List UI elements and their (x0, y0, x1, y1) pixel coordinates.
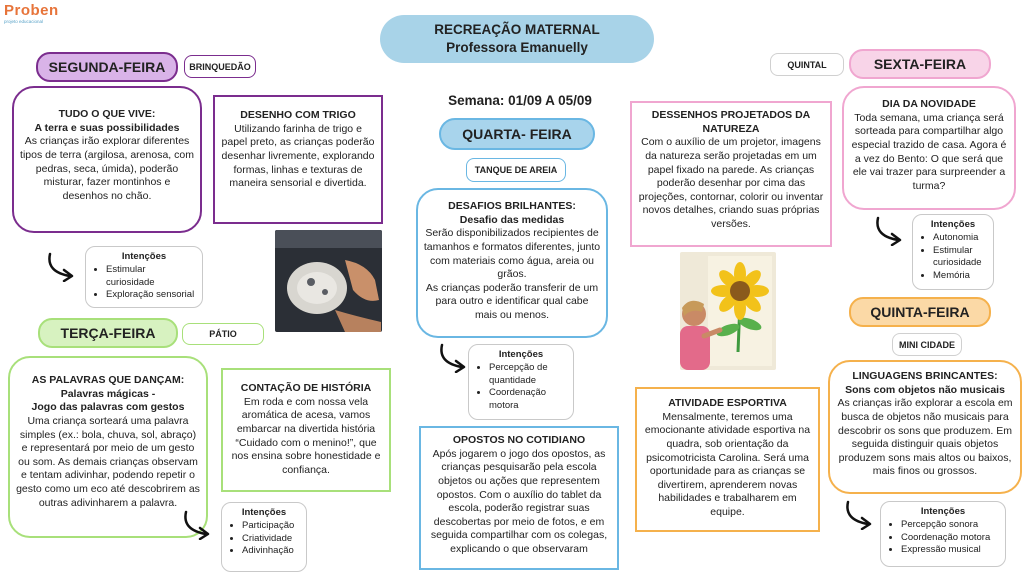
intentions-heading: Intenções (241, 507, 287, 518)
intention-item: • Autonomia (933, 232, 987, 245)
location-tag-wednesday: TANQUE DE AREIA (466, 158, 566, 182)
intentions-box-monday (85, 246, 203, 308)
header-title: RECREAÇÃO MATERNAL (434, 22, 600, 37)
card-subtitle: Palavras mágicas - (60, 387, 156, 400)
card-title: AS PALAVRAS QUE DANÇAM: (31, 374, 185, 386)
arrow-icon (872, 216, 906, 246)
day-pill-thursday: QUINTA-FEIRA (849, 297, 991, 327)
card-body: Serão disponibilizados recipientes de tamanhos e formatos diferentes, junto com materiais como água, areia ou grãos. (423, 227, 601, 281)
card-body: Toda semana, uma criança será sorteada para compartilhar algo especial trazido de casa. Agora é a vez do Bento: O que será que ele vai trazer para surpreender a turma? (851, 111, 1007, 192)
location-tag-tuesday: PÁTIO (182, 323, 264, 345)
arrow-icon (180, 510, 214, 540)
logo-text: Proben (4, 2, 59, 19)
intentions-heading: Intenções (121, 251, 167, 262)
card-subtitle: Sons com objetos não musicais (845, 383, 1005, 396)
card-body: As crianças irão explorar a escola em busca de objetos não musicais para descobrir os sons que produzem. Em seguida distinguir quais objetos produzem sons mais altos ou baixos, mais finos ou grossos. (837, 397, 1013, 478)
card-title: DESENHO COM TRIGO (240, 109, 356, 121)
logo (4, 3, 60, 29)
intention-item: • Adivinhação (242, 545, 300, 558)
day-pill-tuesday: TERÇA-FEIRA (38, 318, 178, 348)
location-tag-monday: BRINQUEDÃO (184, 55, 256, 78)
intention-item: • Estimular curiosidade (106, 264, 196, 290)
intention-item: • Memória (933, 270, 987, 283)
card-body: Mensalmente, teremos uma emocionante atividade esportiva na quadra, sob orientação da psicomotricista Carolina. Será uma oportunidade para as crianças se divertirem, aprenderem novas habilidades e trabalharem em equipe. (644, 410, 811, 519)
card-body: Após jogarem o jogo dos opostos, as crianças pesquisarão pela escola objetos ou ações que representem opostos. Com o auxílio do tablet da escola, poderão registrar suas descobertas por meio de fotos, e em seguida compartilhar com os colegas, explicando o que observaram (430, 447, 608, 556)
card-title: TUDO O QUE VIVE: (58, 108, 156, 120)
card-title: LINGUAGENS BRINCANTES: (852, 370, 998, 382)
intention-item: • Exploração sensorial (106, 289, 196, 302)
header-banner (380, 15, 654, 63)
intention-item: • Percepção de quantidade (489, 362, 567, 388)
card-body: Com o auxílio de um projetor, imagens da natureza serão projetadas em um papel fixado na parede. As crianças poderão desenhar por cima das projeções, contornar, colorir ou inventar novos detalhes, criando suas próprias versões. (638, 136, 824, 231)
activity-card-monday-2 (213, 95, 383, 224)
intentions-heading: Intenções (920, 506, 966, 517)
intention-item: • Coordenação motora (901, 532, 999, 545)
intentions-box-wednesday (468, 344, 574, 420)
sunflower-drawing-photo (680, 252, 776, 370)
activity-card-friday-2 (630, 101, 832, 247)
arrow-icon (842, 500, 876, 530)
intention-item: • Criatividade (242, 533, 300, 546)
activity-card-thursday-2 (635, 387, 820, 532)
card-title: OPOSTOS NO COTIDIANO (452, 434, 586, 446)
card-subtitle: Desafio das medidas (459, 213, 565, 226)
intentions-box-friday (912, 214, 994, 290)
intentions-box-thursday (880, 501, 1006, 567)
card-title: DESSENHOS PROJETADOS DA NATUREZA (651, 109, 811, 135)
intentions-heading: Intenções (498, 349, 544, 360)
card-title: DIA DA NOVIDADE (882, 98, 976, 110)
card-subtitle-2: Jogo das palavras com gestos (31, 401, 185, 414)
week-label: Semana: 01/09 A 05/09 (448, 93, 592, 108)
card-body-2: As crianças poderão transferir de um para outro e identificar qual cabe mais ou menos. (425, 281, 599, 322)
card-body: Utilizando farinha de trigo e papel preto, as crianças poderão desenhar livremente, explorando formas, linhas e texturas de maneira sensorial e divertida. (221, 122, 375, 190)
card-body: As crianças irão explorar diferentes tipos de terra (argilosa, arenosa, com pedras, seca, úmida), poderão misturar, fazer montinhos e desenhos no chão. (20, 135, 194, 202)
location-tag-friday: QUINTAL (770, 53, 844, 76)
header-teacher: Professora Emanuelly (446, 40, 588, 55)
intention-item: • Estimular curiosidade (933, 245, 987, 271)
activity-card-wednesday-1 (416, 188, 608, 338)
activity-card-thursday-1 (828, 360, 1022, 494)
activity-card-tuesday-1 (8, 356, 208, 538)
intention-item: • Percepção sonora (901, 519, 999, 532)
card-title: DESAFIOS BRILHANTES: (448, 200, 576, 212)
intentions-heading: Intenções (930, 219, 976, 230)
intentions-box-tuesday (221, 502, 307, 572)
intention-item: • Expressão musical (901, 544, 999, 557)
card-body: Em roda e com nossa vela aromática de acesa, vamos embarcar na divertida história “Cuidado com o menino!”, que nos ensina sobre honestidade e confiança. (231, 395, 381, 476)
activity-card-wednesday-2 (419, 426, 619, 570)
day-pill-friday: SEXTA-FEIRA (849, 49, 991, 79)
activity-card-monday-1 (12, 86, 202, 233)
activity-card-friday-1 (842, 86, 1016, 210)
location-tag-thursday: MINI CIDADE (892, 333, 962, 356)
arrow-icon (436, 343, 470, 373)
card-title: CONTAÇÃO DE HISTÓRIA (240, 382, 372, 394)
intention-item: • Participação (242, 520, 300, 533)
day-pill-monday: SEGUNDA-FEIRA (36, 52, 178, 82)
card-subtitle: A terra e suas possibilidades (34, 121, 180, 134)
intention-item: • Coordenação motora (489, 387, 567, 413)
card-title: ATIVIDADE ESPORTIVA (668, 397, 787, 409)
flour-drawing-photo (275, 230, 382, 332)
arrow-icon (44, 252, 78, 282)
logo-tagline: projeto educacional (4, 19, 44, 24)
card-body: Uma criança sorteará uma palavra simples (ex.: bola, chuva, sol, abraço) e representará por meio de um gesto ou som. As demais crianças observam e tentam adivinhar, podendo repetir o gesto como um eco até descobrirem as outras adivinharem a palavra. (16, 414, 200, 509)
activity-card-tuesday-2 (221, 368, 391, 492)
day-pill-wednesday: QUARTA- FEIRA (439, 118, 595, 150)
